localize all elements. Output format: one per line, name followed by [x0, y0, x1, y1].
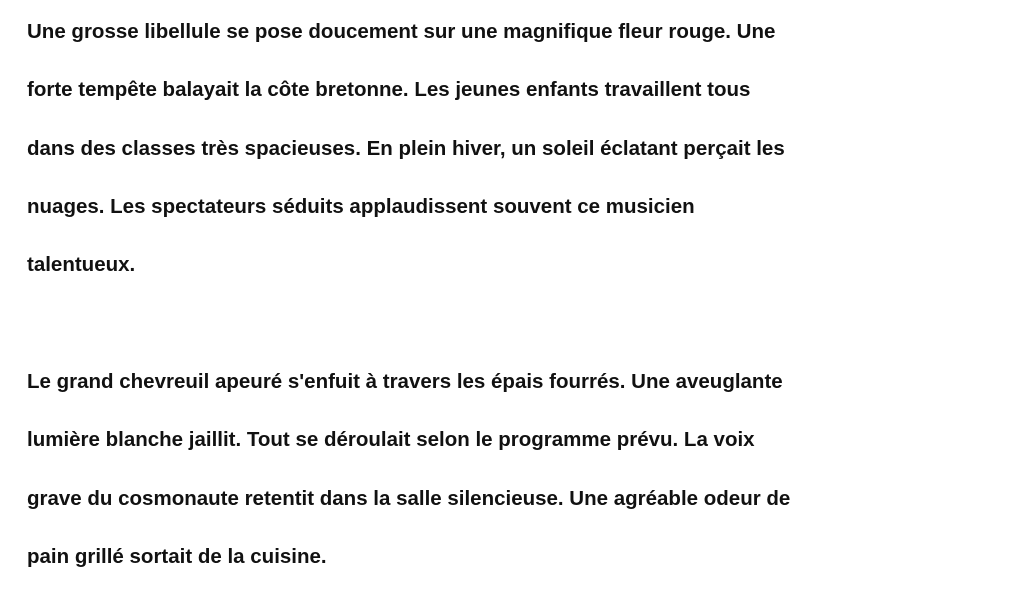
text-line: nuages. Les spectateurs séduits applaudissent souvent ce musicien: [27, 195, 695, 218]
text-line: dans des classes très spacieuses. En plein hiver, un soleil éclatant perçait les: [27, 137, 785, 160]
text-line: forte tempête balayait la côte bretonne. Les jeunes enfants travaillent tous: [27, 78, 751, 101]
text-line: grave du cosmonaute retentit dans la salle silencieuse. Une agréable odeur de: [27, 487, 791, 510]
text-line: Une grosse libellule se pose doucement sur une magnifique fleur rouge. Une: [27, 20, 776, 43]
text-line: lumière blanche jaillit. Tout se déroulait selon le programme prévu. La voix: [27, 428, 755, 451]
text-line: pain grillé sortait de la cuisine.: [27, 545, 327, 568]
text-line: talentueux.: [27, 253, 136, 276]
text-line: Le grand chevreuil apeuré s'enfuit à travers les épais fourrés. Une aveuglante: [27, 370, 783, 393]
